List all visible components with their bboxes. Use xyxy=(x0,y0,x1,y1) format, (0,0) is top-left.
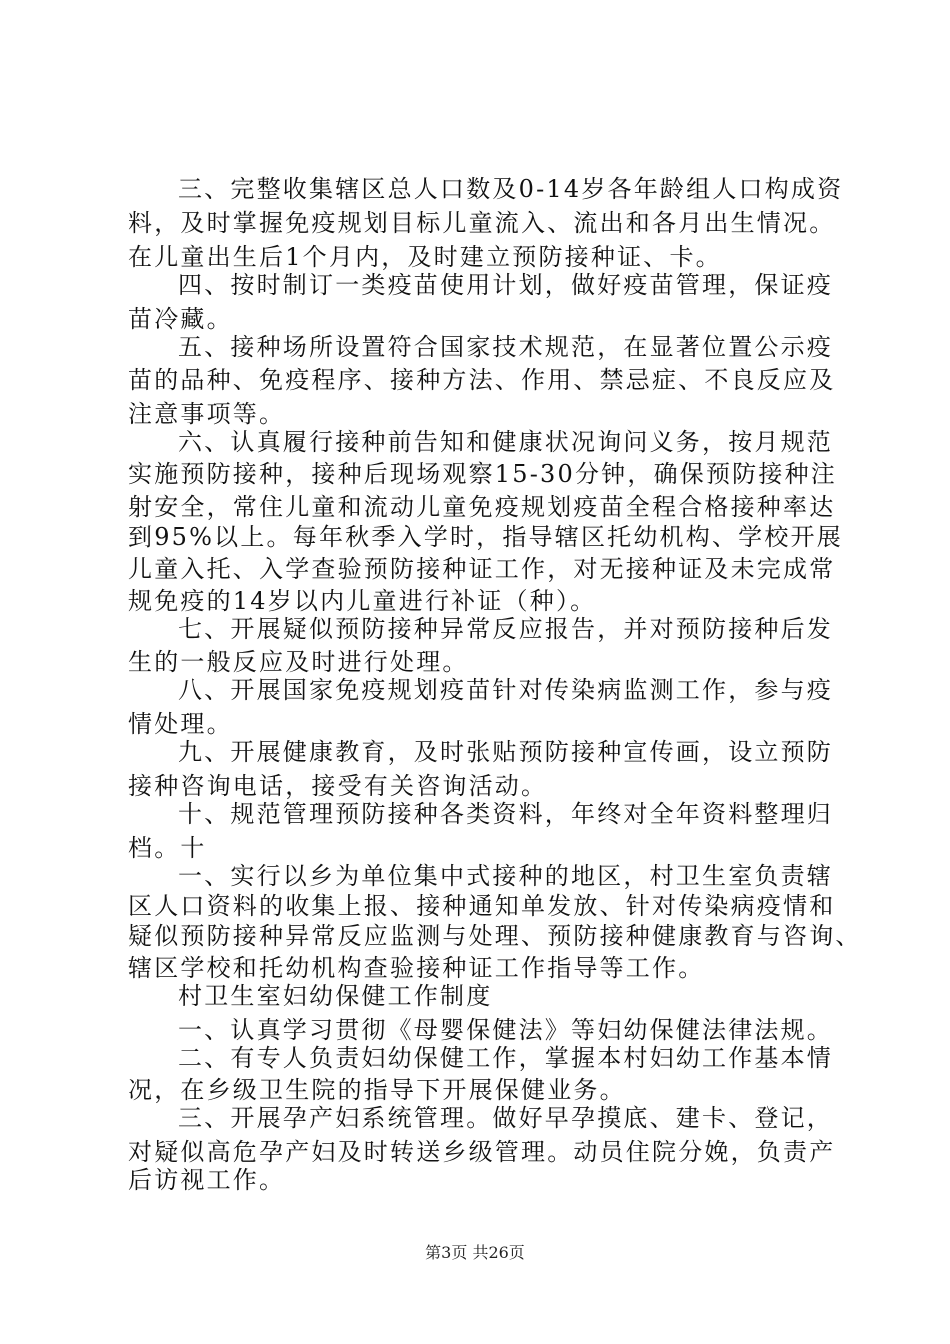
paragraph-line: 在儿童出生后1个月内，及时建立预防接种证、卡。 xyxy=(128,243,722,271)
paragraph-line: 对疑似高危孕产妇及时转送乡级管理。动员住院分娩，负责产 xyxy=(128,1138,836,1166)
paragraph-line: 三、开展孕产妇系统管理。做好早孕摸底、建卡、登记， xyxy=(178,1104,833,1132)
paragraph-line: 九、开展健康教育，及时张贴预防接种宣传画，设立预防 xyxy=(178,738,833,766)
paragraph-line: 二、有专人负责妇幼保健工作，掌握本村妇幼工作基本情 xyxy=(178,1044,833,1072)
paragraph-line: 注意事项等。 xyxy=(128,400,286,428)
paragraph-line: 到95%以上。每年秋季入学时，指导辖区托幼机构、学校开展 xyxy=(128,523,843,551)
paragraph-line: 射安全，常住儿童和流动儿童免疫规划疫苗全程合格接种率达 xyxy=(128,493,836,521)
paragraph-line: 八、开展国家免疫规划疫苗针对传染病监测工作，参与疫 xyxy=(178,676,833,704)
paragraph-line: 六、认真履行接种前告知和健康状况询问义务，按月规范 xyxy=(178,428,833,456)
paragraph-line: 情处理。 xyxy=(128,710,233,738)
paragraph-line: 三、完整收集辖区总人口数及0-14岁各年龄组人口构成资 xyxy=(178,175,844,203)
paragraph-line: 一、认真学习贯彻《母婴保健法》等妇幼保健法律法规。 xyxy=(178,1016,833,1044)
paragraph-line: 苗的品种、免疫程序、接种方法、作用、禁忌症、不良反应及 xyxy=(128,366,836,394)
page-number-footer: 第3页 共26页 xyxy=(425,1243,525,1262)
paragraph-line: 苗冷藏。 xyxy=(128,305,233,333)
paragraph-line: 五、接种场所设置符合国家技术规范，在显著位置公示疫 xyxy=(178,333,833,361)
paragraph-line: 档。十 xyxy=(128,834,207,862)
section-heading: 村卫生室妇幼保健工作制度 xyxy=(178,982,493,1010)
paragraph-line: 七、开展疑似预防接种异常反应报告，并对预防接种后发 xyxy=(178,615,833,643)
paragraph-line: 四、按时制订一类疫苗使用计划，做好疫苗管理，保证疫 xyxy=(178,271,833,299)
paragraph-line: 一、实行以乡为单位集中式接种的地区，村卫生室负责辖 xyxy=(178,862,833,890)
paragraph-line: 辖区学校和托幼机构查验接种证工作指导等工作。 xyxy=(128,954,705,982)
paragraph-line: 生的一般反应及时进行处理。 xyxy=(128,648,469,676)
paragraph-line: 十、规范管理预防接种各类资料，年终对全年资料整理归 xyxy=(178,800,833,828)
paragraph-line: 疑似预防接种异常反应监测与处理、预防接种健康教育与咨询、 xyxy=(128,922,862,950)
paragraph-line: 接种咨询电话，接受有关咨询活动。 xyxy=(128,772,548,800)
paragraph-line: 料，及时掌握免疫规划目标儿童流入、流出和各月出生情况。 xyxy=(128,209,836,237)
paragraph-line: 后访视工作。 xyxy=(128,1166,286,1194)
paragraph-line: 实施预防接种，接种后现场观察15-30分钟，确保预防接种注 xyxy=(128,460,837,488)
paragraph-line: 规免疫的14岁以内儿童进行补证（种）。 xyxy=(128,587,597,615)
paragraph-line: 儿童入托、入学查验预防接种证工作，对无接种证及未完成常 xyxy=(128,555,836,583)
paragraph-line: 区人口资料的收集上报、接种通知单发放、针对传染病疫情和 xyxy=(128,892,836,920)
paragraph-line: 况，在乡级卫生院的指导下开展保健业务。 xyxy=(128,1076,626,1104)
